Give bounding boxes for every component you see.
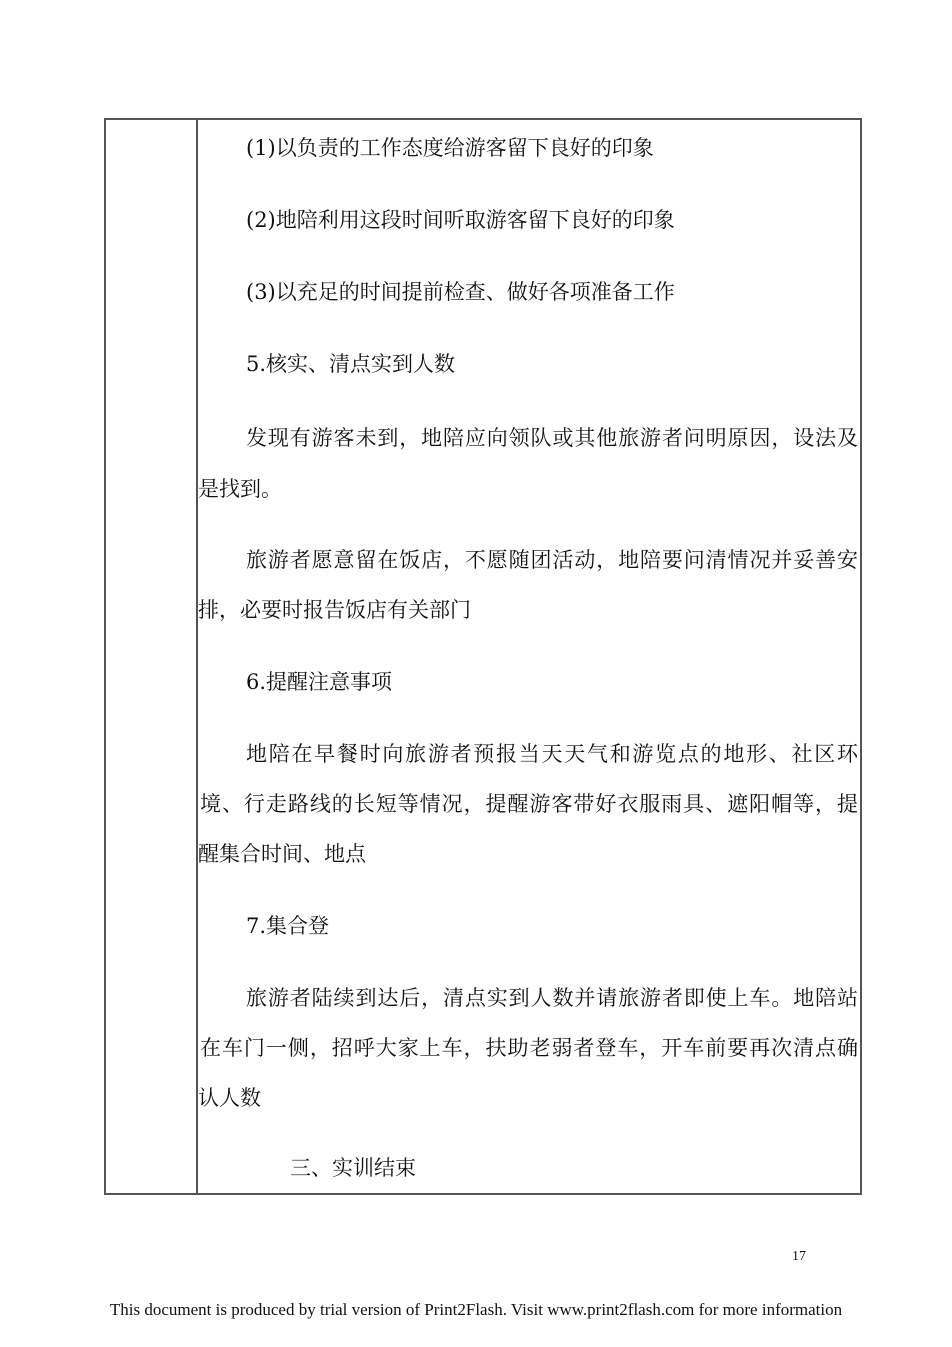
page-number: 17	[792, 1249, 806, 1264]
section-heading-5: 5.核实、清点实到人数	[246, 352, 456, 376]
section-heading-3: 三、实训结束	[290, 1156, 416, 1180]
paragraph-reminders-line1: 地陪在早餐时向旅游者预报当天天气和游览点的地形、社区环	[246, 742, 858, 766]
trial-watermark-footer: This document is produced by trial version of Print2Flash. Visit www.print2flash.com for more information	[109, 1300, 843, 1319]
paragraph-stay-hotel-line1: 旅游者愿意留在饭店，不愿随团活动，地陪要问清情况并妥善安	[246, 548, 858, 572]
paragraph-boarding-line1: 旅游者陆续到达后，清点实到人数并请旅游者即使上车。地陪站	[246, 986, 858, 1010]
section-heading-6: 6.提醒注意事项	[246, 670, 393, 694]
content-table	[104, 118, 862, 1195]
list-item-1: (1)以负责的工作态度给游客留下良好的印象	[246, 136, 654, 160]
paragraph-boarding-line3: 认人数	[198, 1086, 261, 1110]
paragraph-stay-hotel-line2: 排，必要时报告饭店有关部门	[198, 598, 471, 622]
list-item-2: (2)地陪利用这段时间听取游客留下良好的印象	[246, 208, 675, 232]
list-item-3: (3)以充足的时间提前检查、做好各项准备工作	[246, 280, 675, 304]
paragraph-boarding-line2: 在车门一侧，招呼大家上车，扶助老弱者登车，开车前要再次清点确	[200, 1036, 858, 1060]
table-left-column	[106, 120, 198, 1193]
paragraph-missing-guests-line2: 是找到。	[198, 477, 282, 501]
table-right-column	[198, 120, 860, 1193]
paragraph-reminders-line3: 醒集合时间、地点	[198, 842, 366, 866]
section-heading-7: 7.集合登	[246, 914, 330, 938]
paragraph-missing-guests-line1: 发现有游客未到，地陪应向领队或其他旅游者问明原因，设法及	[246, 426, 858, 450]
paragraph-reminders-line2: 境、行走路线的长短等情况，提醒游客带好衣服雨具、遮阳帽等，提	[200, 792, 858, 816]
